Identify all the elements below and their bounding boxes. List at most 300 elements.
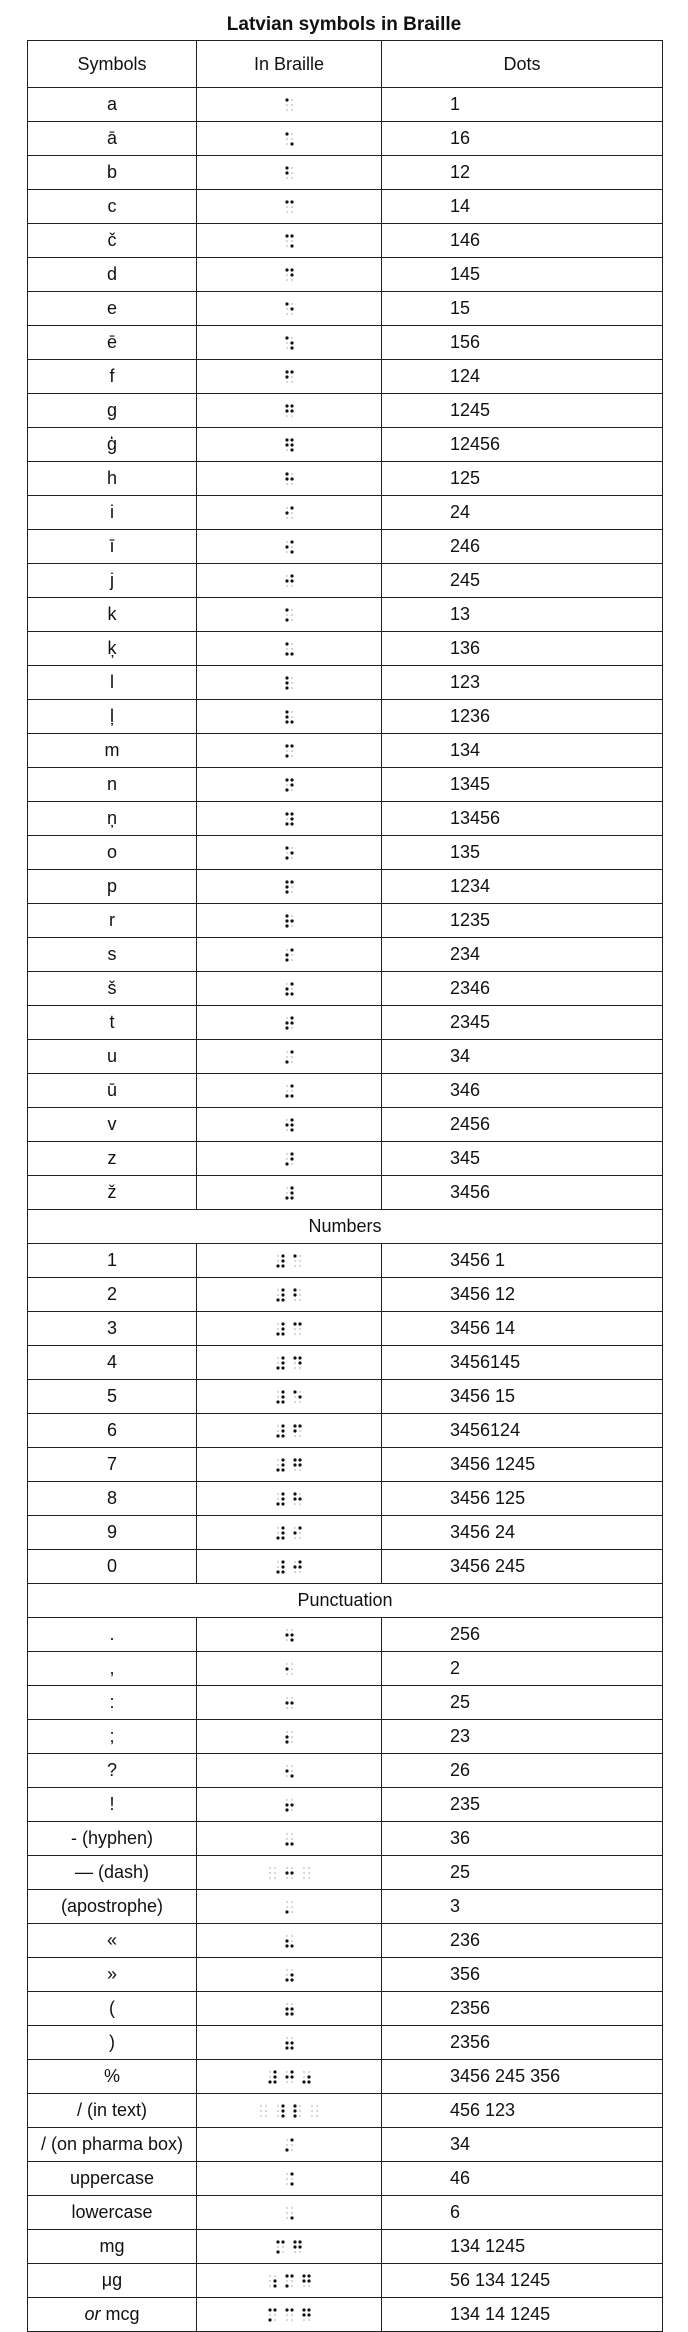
braille-dot-flat xyxy=(285,1192,287,1194)
table-row xyxy=(28,1380,663,1414)
braille-dot-flat xyxy=(285,2178,287,2180)
braille-glyph-cell xyxy=(197,1890,382,1924)
table-row xyxy=(28,1686,663,1720)
table-row xyxy=(28,2128,663,2162)
symbol-cell: ! xyxy=(28,1788,197,1822)
braille-dot-raised xyxy=(290,852,293,855)
braille-dot-flat xyxy=(277,2105,279,2107)
braille-cell xyxy=(285,472,294,486)
symbol-cell: l xyxy=(28,666,197,700)
braille-cell xyxy=(285,574,294,588)
braille-dot-raised xyxy=(285,1163,288,1166)
symbol-cell: 6 xyxy=(28,1414,197,1448)
braille-glyph xyxy=(276,2240,302,2254)
braille-cell xyxy=(276,1254,285,1268)
braille-glyph-cell xyxy=(197,1516,382,1550)
braille-dot-flat xyxy=(294,1333,296,1335)
braille-dot-flat xyxy=(290,133,292,135)
braille-dot-raised xyxy=(290,823,293,826)
braille-dot-raised xyxy=(285,755,288,758)
dots-cell: 3456 125 xyxy=(382,1482,663,1516)
braille-dot-flat xyxy=(277,1425,279,1427)
braille-dot-raised xyxy=(281,1498,284,1501)
table-row xyxy=(28,88,663,122)
braille-dot-flat xyxy=(285,1867,287,1869)
table-row xyxy=(28,1414,663,1448)
braille-dot-flat xyxy=(285,449,287,451)
table-row xyxy=(28,1040,663,1074)
dots-cell: 146 xyxy=(382,224,663,258)
braille-dot-flat xyxy=(290,1838,292,1840)
braille-glyph xyxy=(285,1968,294,1982)
table-row xyxy=(28,428,663,462)
dots-cell: 1234 xyxy=(382,870,663,904)
braille-dot-flat xyxy=(285,1153,287,1155)
braille-dot-flat xyxy=(290,1673,292,1675)
braille-dot-flat xyxy=(290,1867,292,1869)
braille-dot-flat xyxy=(299,1299,301,1301)
braille-glyph xyxy=(285,268,294,282)
table-row xyxy=(28,904,663,938)
braille-dot-flat xyxy=(273,1877,275,1879)
braille-glyph xyxy=(268,1866,311,1880)
braille-cell xyxy=(276,2240,285,2254)
braille-dot-flat xyxy=(299,1367,301,1369)
dots-cell: 3456 14 xyxy=(382,1312,663,1346)
braille-dot-flat xyxy=(268,1877,270,1879)
braille-glyph-cell xyxy=(197,734,382,768)
braille-glyph-cell xyxy=(197,462,382,496)
braille-dot-flat xyxy=(290,847,292,849)
braille-dot-raised xyxy=(290,371,293,374)
braille-dot-flat xyxy=(290,1770,292,1772)
braille-dot-raised xyxy=(290,1095,293,1098)
braille-cell xyxy=(302,2274,311,2288)
braille-dot-raised xyxy=(285,721,288,724)
braille-glyph xyxy=(285,540,294,554)
braille-cell xyxy=(293,1492,302,1506)
symbol-cell: g xyxy=(28,394,197,428)
braille-glyph xyxy=(276,1492,302,1506)
braille-dot-raised xyxy=(285,959,288,962)
symbol-cell: . xyxy=(28,1618,197,1652)
dots-cell: 36 xyxy=(382,1822,663,1856)
braille-dot-raised xyxy=(273,2081,276,2084)
braille-cell xyxy=(302,2308,311,2322)
braille-glyph-cell xyxy=(197,1720,382,1754)
braille-dot-raised xyxy=(293,1566,296,1569)
braille-dot-raised xyxy=(285,1095,288,1098)
braille-dot-raised xyxy=(290,274,293,277)
braille-dot-raised xyxy=(281,1294,284,1297)
braille-dot-raised xyxy=(293,1391,296,1394)
braille-dot-flat xyxy=(285,1158,287,1160)
braille-dot-flat xyxy=(285,2081,287,2083)
braille-dot-flat xyxy=(285,1119,287,1121)
braille-dot-raised xyxy=(281,1571,284,1574)
braille-dot-flat xyxy=(277,1493,279,1495)
symbol-cell: p xyxy=(28,870,197,904)
braille-dot-flat xyxy=(277,1294,279,1296)
braille-cell xyxy=(293,1526,302,1540)
braille-dot-raised xyxy=(281,1299,284,1302)
braille-dot-raised xyxy=(281,1391,284,1394)
braille-dot-flat xyxy=(285,279,287,281)
braille-cell xyxy=(285,1118,294,1132)
braille-cell xyxy=(285,2206,294,2220)
braille-dot-flat xyxy=(290,716,292,718)
braille-dot-raised xyxy=(290,1804,293,1807)
dots-cell: 124 xyxy=(382,360,663,394)
table-row xyxy=(28,462,663,496)
braille-dot-flat xyxy=(285,2314,287,2316)
braille-glyph-cell xyxy=(197,1006,382,1040)
braille-dot-raised xyxy=(285,1843,288,1846)
dots-cell: 3456 245 xyxy=(382,1550,663,1584)
braille-glyph-cell xyxy=(197,632,382,666)
braille-dot-flat xyxy=(285,1935,287,1937)
braille-dot-flat xyxy=(277,1459,279,1461)
braille-dot-raised xyxy=(293,2246,296,2249)
braille-dot-raised xyxy=(285,410,288,413)
braille-dot-raised xyxy=(290,2042,293,2045)
table-row xyxy=(28,1108,663,1142)
braille-dot-flat xyxy=(290,2207,292,2209)
braille-dot-raised xyxy=(285,1022,288,1025)
braille-cell xyxy=(285,1696,294,1710)
braille-dot-flat xyxy=(285,1877,287,1879)
braille-dot-flat xyxy=(294,1435,296,1437)
table-row xyxy=(28,2264,663,2298)
dots-cell: 15 xyxy=(382,292,663,326)
braille-dot-flat xyxy=(290,1809,292,1811)
table-row xyxy=(28,190,663,224)
dots-cell: 25 xyxy=(382,1686,663,1720)
braille-glyph xyxy=(276,1458,302,1472)
braille-dot-flat xyxy=(290,1163,292,1165)
braille-cell xyxy=(285,302,294,316)
symbol-cell: k xyxy=(28,598,197,632)
braille-dot-raised xyxy=(290,2071,293,2074)
dots-cell: 235 xyxy=(382,1788,663,1822)
symbol-cell: n xyxy=(28,768,197,802)
braille-dot-raised xyxy=(285,619,288,622)
braille-dot-flat xyxy=(277,1566,279,1568)
braille-dot-flat xyxy=(285,177,287,179)
braille-glyph-cell xyxy=(197,1822,382,1856)
braille-glyph xyxy=(285,166,294,180)
braille-dot-raised xyxy=(293,1498,296,1501)
braille-dot-flat xyxy=(277,2110,279,2112)
braille-dot-raised xyxy=(285,813,288,816)
braille-dot-flat xyxy=(277,1323,279,1325)
braille-glyph-cell xyxy=(197,224,382,258)
braille-dot-flat xyxy=(285,648,287,650)
braille-dot-flat xyxy=(265,2110,267,2112)
braille-dot-raised xyxy=(290,449,293,452)
table-row xyxy=(28,1924,663,1958)
dots-cell: 1 xyxy=(382,88,663,122)
braille-dot-raised xyxy=(298,1362,301,1365)
braille-dot-raised xyxy=(281,1464,284,1467)
braille-dot-raised xyxy=(293,2241,296,2244)
braille-dot-raised xyxy=(285,716,288,719)
braille-glyph-cell xyxy=(197,1686,382,1720)
braille-cell xyxy=(276,2104,285,2118)
table-row xyxy=(28,768,663,802)
braille-glyph-cell xyxy=(197,1788,382,1822)
braille-dot-raised xyxy=(302,2275,305,2278)
braille-dot-flat xyxy=(299,1493,301,1495)
braille-cell xyxy=(285,1866,294,1880)
braille-dot-flat xyxy=(285,2280,287,2282)
braille-dot-flat xyxy=(299,1391,301,1393)
braille-dot-flat xyxy=(294,1396,296,1398)
braille-glyph xyxy=(276,1560,302,1574)
braille-dot-raised xyxy=(281,2241,284,2244)
braille-dot-flat xyxy=(285,2217,287,2219)
braille-dot-raised xyxy=(290,507,293,510)
braille-dot-raised xyxy=(290,308,293,311)
braille-dot-flat xyxy=(299,1260,301,1262)
symbol-cell: « xyxy=(28,1924,197,1958)
braille-dot-raised xyxy=(290,1192,293,1195)
table-row xyxy=(28,2298,663,2332)
braille-cell xyxy=(285,2172,294,2186)
braille-dot-raised xyxy=(290,949,293,952)
braille-dot-flat xyxy=(273,2275,275,2277)
braille-dot-raised xyxy=(293,1255,296,1258)
braille-glyph-cell xyxy=(197,190,382,224)
braille-dot-raised xyxy=(290,1872,293,1875)
braille-dot-raised xyxy=(281,1527,284,1530)
braille-dot-raised xyxy=(298,1561,301,1564)
dots-cell: 3456 12 xyxy=(382,1278,663,1312)
braille-dot-raised xyxy=(285,371,288,374)
table-row xyxy=(28,496,663,530)
braille-dot-flat xyxy=(299,1532,301,1534)
braille-glyph-cell xyxy=(197,1244,382,1278)
braille-dot-flat xyxy=(273,2314,275,2316)
braille-dot-flat xyxy=(290,1731,292,1733)
braille-cell xyxy=(285,1050,294,1064)
table-row xyxy=(28,1176,663,1210)
braille-dot-flat xyxy=(265,2115,267,2117)
braille-glyph-cell xyxy=(197,496,382,530)
braille-dot-raised xyxy=(293,1532,296,1535)
symbol-cell: ; xyxy=(28,1720,197,1754)
braille-dot-flat xyxy=(290,415,292,417)
table-row xyxy=(28,2230,663,2264)
braille-dot-flat xyxy=(290,585,292,587)
braille-dot-raised xyxy=(285,779,288,782)
braille-cell xyxy=(293,1254,302,1268)
braille-dot-raised xyxy=(285,201,288,204)
braille-cell xyxy=(285,166,294,180)
braille-cell xyxy=(285,846,294,860)
braille-dot-raised xyxy=(293,1323,296,1326)
braille-dot-raised xyxy=(290,410,293,413)
braille-dot-raised xyxy=(285,711,288,714)
braille-dot-raised xyxy=(290,1634,293,1637)
symbol-cell: u xyxy=(28,1040,197,1074)
braille-glyph xyxy=(285,472,294,486)
braille-dot-flat xyxy=(294,1367,296,1369)
symbol-cell: č xyxy=(28,224,197,258)
braille-dot-raised xyxy=(307,2275,310,2278)
braille-dot-raised xyxy=(276,1265,279,1268)
symbol-cell: ē xyxy=(28,326,197,360)
braille-dot-raised xyxy=(290,2047,293,2050)
braille-dot-flat xyxy=(299,1294,301,1296)
table-row xyxy=(28,1856,663,1890)
braille-glyph-cell xyxy=(197,1550,382,1584)
braille-dot-raised xyxy=(281,1425,284,1428)
braille-dot-raised xyxy=(285,2149,288,2152)
dots-cell: 3456 24 xyxy=(382,1516,663,1550)
braille-dot-flat xyxy=(299,1328,301,1330)
braille-glyph-cell xyxy=(197,1992,382,2026)
braille-cell xyxy=(285,2138,294,2152)
braille-glyph-cell xyxy=(197,156,382,190)
braille-dot-raised xyxy=(298,1566,301,1569)
dots-cell: 24 xyxy=(382,496,663,530)
braille-dot-raised xyxy=(285,925,288,928)
braille-glyph xyxy=(285,1696,294,1710)
braille-dot-flat xyxy=(285,2319,287,2321)
braille-dot-raised xyxy=(281,1265,284,1268)
dots-cell: 234 xyxy=(382,938,663,972)
braille-dot-raised xyxy=(285,1668,288,1671)
braille-cell xyxy=(293,1322,302,1336)
braille-dot-raised xyxy=(285,687,288,690)
braille-dot-flat xyxy=(302,2319,304,2321)
braille-glyph xyxy=(285,336,294,350)
braille-dot-raised xyxy=(273,2280,276,2283)
braille-dot-flat xyxy=(290,279,292,281)
braille-dot-flat xyxy=(277,1328,279,1330)
braille-dot-flat xyxy=(316,2110,318,2112)
braille-dot-raised xyxy=(285,99,288,102)
table-row xyxy=(28,632,663,666)
braille-dot-flat xyxy=(285,585,287,587)
braille-glyph xyxy=(276,1526,302,1540)
braille-glyph-cell xyxy=(197,1924,382,1958)
braille-cell xyxy=(285,1016,294,1030)
braille-dot-flat xyxy=(277,1430,279,1432)
braille-glyph xyxy=(285,98,294,112)
braille-dot-raised xyxy=(285,167,288,170)
braille-dot-flat xyxy=(290,2149,292,2151)
braille-glyph xyxy=(276,1254,302,1268)
braille-dot-flat xyxy=(260,2115,262,2117)
dots-cell: 136 xyxy=(382,632,663,666)
braille-cell xyxy=(285,132,294,146)
braille-dot-flat xyxy=(290,609,292,611)
braille-dot-flat xyxy=(294,1571,296,1573)
braille-dot-flat xyxy=(290,643,292,645)
braille-dot-flat xyxy=(285,245,287,247)
braille-dot-raised xyxy=(298,2241,301,2244)
braille-dot-raised xyxy=(290,1945,293,1948)
braille-dot-flat xyxy=(290,206,292,208)
braille-glyph-cell xyxy=(197,326,382,360)
braille-dot-raised xyxy=(285,235,288,238)
braille-dot-flat xyxy=(299,2105,301,2107)
braille-glyph xyxy=(285,1934,294,1948)
symbol-cell: ķ xyxy=(28,632,197,666)
braille-glyph-cell xyxy=(197,122,382,156)
braille-cell xyxy=(285,2036,294,2050)
braille-cell xyxy=(276,1458,285,1472)
braille-cell xyxy=(285,540,294,554)
braille-dot-raised xyxy=(290,881,293,884)
symbol-cell: 9 xyxy=(28,1516,197,1550)
braille-dot-flat xyxy=(290,376,292,378)
table-row xyxy=(28,938,663,972)
symbol-cell: a xyxy=(28,88,197,122)
table-row xyxy=(28,666,663,700)
table-row xyxy=(28,700,663,734)
braille-dot-raised xyxy=(285,439,288,442)
braille-glyph-cell xyxy=(197,598,382,632)
braille-dot-flat xyxy=(290,313,292,315)
braille-cell xyxy=(285,1628,294,1642)
braille-dot-flat xyxy=(290,2285,292,2287)
braille-dot-flat xyxy=(273,2319,275,2321)
braille-dot-flat xyxy=(285,818,287,820)
dots-cell: 1236 xyxy=(382,700,663,734)
braille-dot-flat xyxy=(290,2212,292,2214)
braille-dot-flat xyxy=(285,2207,287,2209)
symbol-cell: - (hyphen) xyxy=(28,1822,197,1856)
braille-dot-flat xyxy=(290,648,292,650)
dots-cell: 125 xyxy=(382,462,663,496)
braille-dot-raised xyxy=(281,1367,284,1370)
braille-dot-raised xyxy=(290,269,293,272)
braille-dot-raised xyxy=(293,1493,296,1496)
braille-dot-raised xyxy=(293,2105,296,2108)
table-row xyxy=(28,224,663,258)
braille-dot-raised xyxy=(290,1197,293,1200)
braille-dot-flat xyxy=(285,483,287,485)
braille-dot-flat xyxy=(268,2076,270,2078)
braille-dot-raised xyxy=(290,405,293,408)
braille-dot-flat xyxy=(290,1663,292,1665)
braille-dot-raised xyxy=(285,1634,288,1637)
braille-dot-raised xyxy=(285,1872,288,1875)
braille-dot-flat xyxy=(290,789,292,791)
braille-dot-raised xyxy=(293,2115,296,2118)
braille-glyph xyxy=(285,1900,294,1914)
table-row xyxy=(28,1652,663,1686)
braille-dot-flat xyxy=(299,1255,301,1257)
braille-dot-raised xyxy=(276,1537,279,1540)
braille-glyph xyxy=(285,744,294,758)
braille-dot-flat xyxy=(311,2110,313,2112)
braille-dot-flat xyxy=(294,1503,296,1505)
braille-dot-flat xyxy=(311,2115,313,2117)
braille-dot-flat xyxy=(290,512,292,514)
braille-dot-flat xyxy=(285,347,287,349)
braille-dot-raised xyxy=(307,2280,310,2283)
braille-dot-flat xyxy=(285,2139,287,2141)
braille-cell xyxy=(285,506,294,520)
braille-glyph-cell xyxy=(197,360,382,394)
braille-glyph xyxy=(285,2036,294,2050)
dots-cell: 456 123 xyxy=(382,2094,663,2128)
braille-dot-flat xyxy=(290,1935,292,1937)
